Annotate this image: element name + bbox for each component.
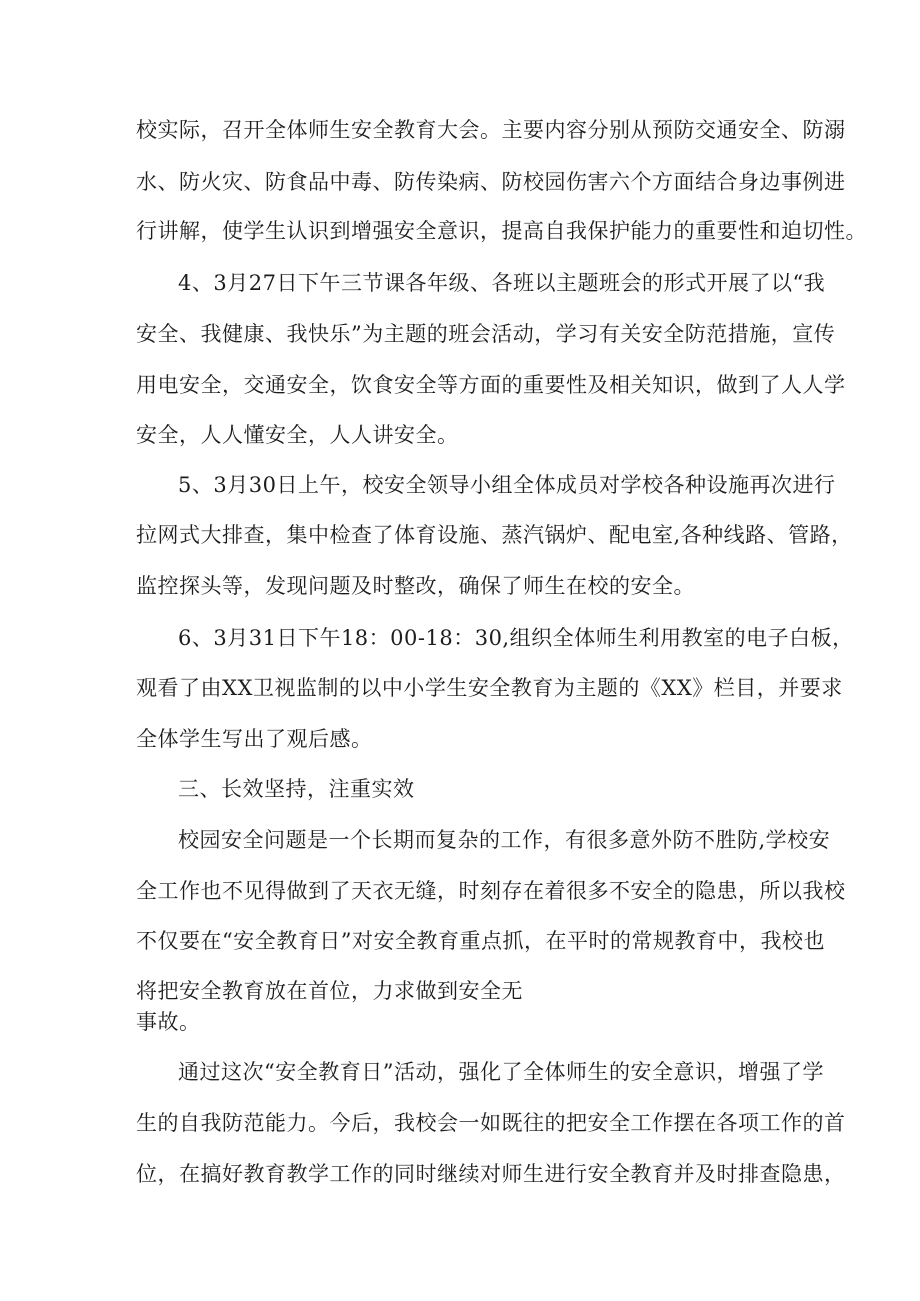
text-line: 安全、我健康、我快乐”为主题的班会活动，学习有关安全防范措施，宣传 [136,322,836,346]
text-line: 事故。 [136,1010,201,1034]
text-line: 全体学生写出了观后感。 [136,727,373,751]
text-line: 行讲解，使学生认识到增强安全意识，提高自我保护能力的重要性和迫切性。 [136,219,867,243]
text-line: 全工作也不见得做到了天衣无缝，时刻存在着很多不安全的隐患，所以我校 [136,879,846,903]
text-line: 生的自我防范能力。今后，我校会一如既往的把安全工作摆在各项工作的首 [136,1111,846,1135]
text-line: 校实际，召开全体师生安全教育大会。主要内容分别从预防交通安全、防溺 [136,118,846,142]
text-line: 观看了由XX卫视监制的以中小学生安全教育为主题的《XX》栏目，并要求 [136,676,843,700]
paragraph-6-start: 6、3月31日下午18：00-18：30,组织全体师生利用教室的电子白板， [178,626,854,650]
text-line: 安全，人人懂安全，人人讲安全。 [136,423,459,447]
text-line: 位，在搞好教育教学工作的同时继续对师生进行安全教育并及时排查隐患， [136,1162,846,1186]
text-line: 拉网式大排查，集中检查了体育设施、蒸汽锅炉、配电室,各种线路、管路， [136,523,853,547]
paragraph-5-start: 5、3月30日上午，校安全领导小组全体成员对学校各种设施再次进行 [178,473,836,497]
text-line: 将把安全教育放在首位，力求做到安全无 [136,979,523,1003]
text-line: 监控探头等，发现问题及时整改，确保了师生在校的安全。 [136,574,695,598]
paragraph-4-start: 4、3月27日下午三节课各年级、各班以主题班会的形式开展了以“我 [178,271,826,295]
section-heading: 三、长效坚持，注重实效 [178,777,415,801]
paragraph-start: 校园安全问题是一个长期而复杂的工作，有很多意外防不胜防,学校安 [178,828,831,852]
text-line: 水、防火灾、防食品中毒、防传染病、防校园伤害六个方面结合身边事例进 [136,170,846,194]
text-line: 不仅要在“安全教育日”对安全教育重点抓，在平时的常规教育中，我校也 [136,929,825,953]
text-line: 用电安全，交通安全，饮食安全等方面的重要性及相关知识，做到了人人学 [136,373,846,397]
paragraph-start: 通过这次“安全教育日”活动，强化了全体师生的安全意识，增强了学 [178,1060,824,1084]
